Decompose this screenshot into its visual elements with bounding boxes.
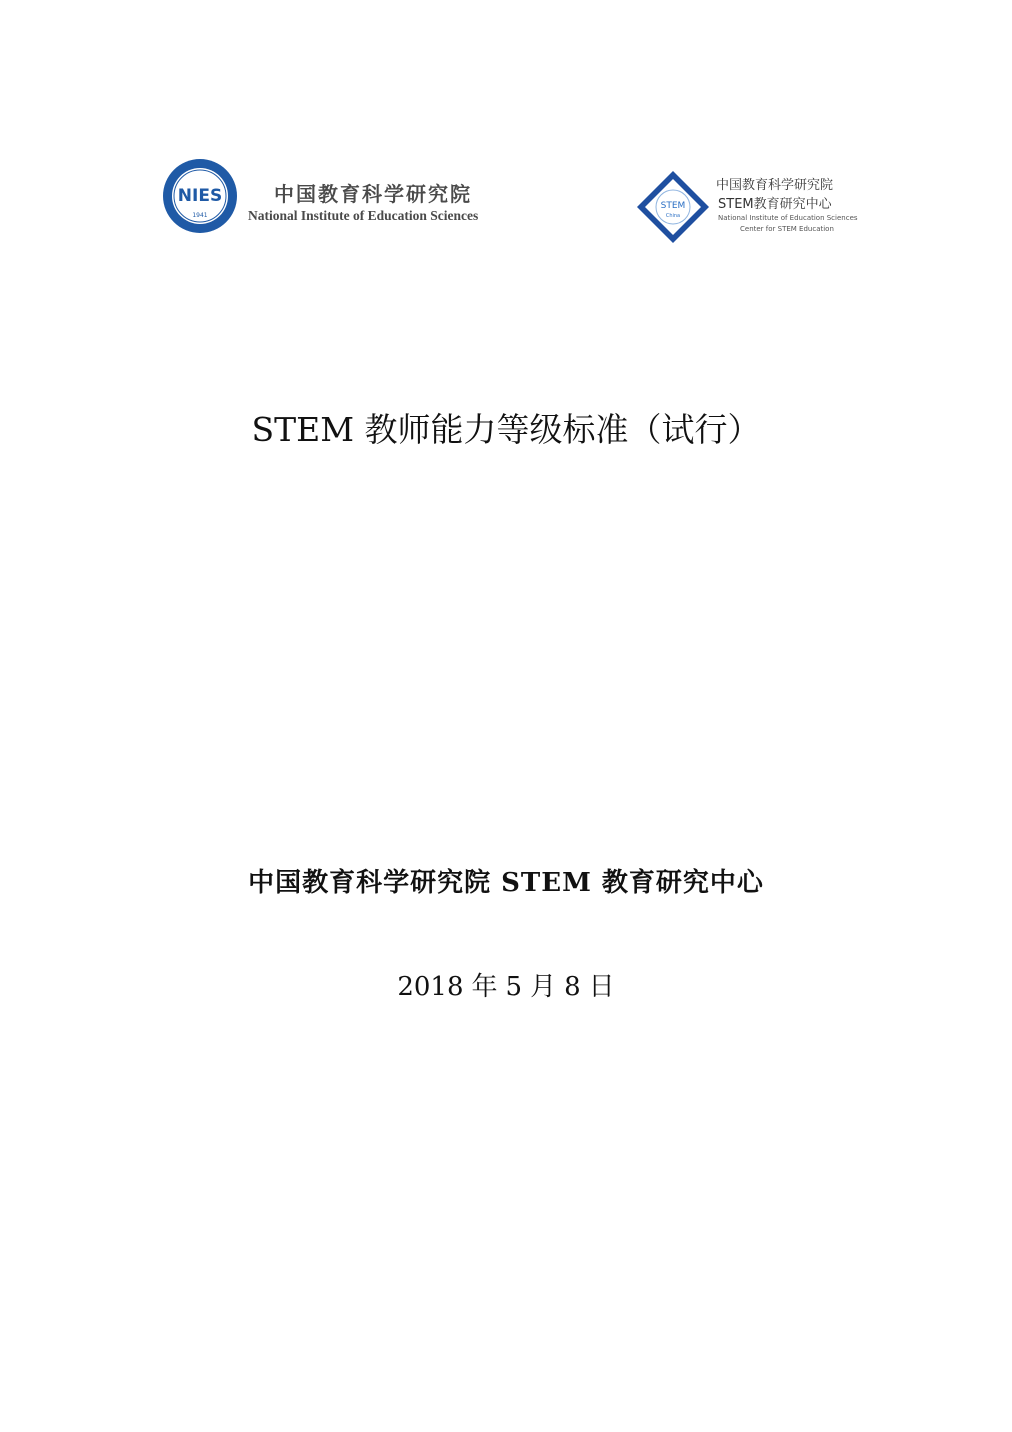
stem-center-logo	[636, 170, 876, 244]
date-year-unit: 年	[471, 972, 498, 1002]
document-title: STEM 教师能力等级标准（试行）	[251, 410, 761, 449]
nies-logo	[162, 158, 522, 238]
nies-seal-icon	[162, 158, 238, 234]
stem-name-cn-line1: 中国教育科学研究院	[716, 178, 834, 193]
date-month-unit: 月	[530, 972, 557, 1002]
date-day-unit: 日	[588, 972, 615, 1002]
document-date	[0, 966, 1012, 1003]
date-month: 5	[505, 972, 523, 1002]
date-day: 8	[564, 972, 581, 1002]
document-publisher: 中国教育科学研究院 STEM 教育研究中心	[248, 868, 764, 898]
stem-emblem-subtext: China	[665, 213, 681, 219]
nies-name-en: National Institute of Education Sciences	[248, 208, 479, 223]
nies-name-cn: 中国教育科学研究院	[274, 182, 472, 206]
stem-name-en-line1: National Institute of Education Sciences	[718, 214, 858, 222]
nies-seal-initials: NIES	[177, 186, 223, 206]
stem-diamond-icon	[636, 170, 710, 244]
nies-seal-year: 1941	[192, 212, 208, 219]
stem-emblem-text: STEM	[660, 201, 686, 211]
date-year: 2018	[397, 972, 464, 1002]
stem-name-cn-line2: STEM教育研究中心	[718, 197, 832, 212]
stem-name-en-line2: Center for STEM Education	[740, 225, 834, 233]
